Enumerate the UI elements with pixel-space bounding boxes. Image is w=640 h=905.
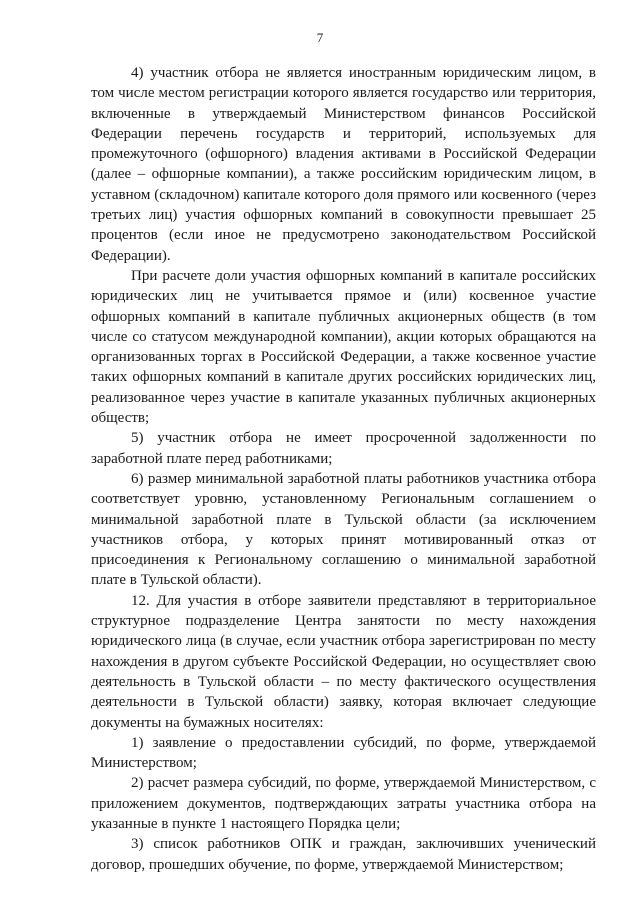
document-body: [91, 63, 596, 875]
paragraph-section-12-application: 12. Для участия в отборе заявители представляют в территориальное структурное подразделение Центра занятости по месту нахождения юридического лица (в случае, если участник отбора зарегистрирован по месту нахождения в другом субъекте Российской Федерации, но осуществляет свою деятельность в Тульской области – по месту фактического осуществления деятельности в Тульской области) заявку, которая включает следующие документы на бумажных носителях:: [91, 592, 596, 731]
paragraph-offshore-share-calculation: При расчете доли участия офшорных компаний в капитале российских юридических лиц не учитывается прямое и (или) косвенное участие офшорных компаний в капитале публичных акционерных обществ (в том числе со статусом международной компании), акции которых обращаются на организованных торгах в Российской Федерации, а также косвенное участие таких офшорных компаний в капитале других российских юридических лиц, реализованное через участие в капитале указанных публичных акционерных обществ;: [91, 267, 596, 427]
paragraph-item-4-offshore: 4) участник отбора не является иностранным юридическим лицом, в том числе местом регистрации которого является государство или территория, включенные в утверждаемый Министерством финансов Российской Федерации перечень государств и территорий, используемых для промежуточного (офшорного) владения активами в Российской Федерации (далее – офшорные компании), а также российским юридическим лицом, в уставном (складочном) капитале которого доля прямого или косвенного (через третьих лиц) участия офшорных компаний в совокупности превышает 25 процентов (если иное не предусмотрено законодательством Российской Федерации).: [91, 65, 596, 264]
paragraph-item-6-minimum-wage: 6) размер минимальной заработной платы работников участника отбора соответствует уровню, установленному Региональным соглашением о минимальной заработной плате в Тульской области (за исключением участников отбора, у которых принят мотивированный отказ от присоединения к Региональному соглашению о минимальной заработной плате в Тульской области).: [91, 470, 596, 589]
paragraph-doc-1-application: 1) заявление о предоставлении субсидий, по форме, утверждаемой Министерством;: [91, 734, 596, 772]
paragraph-item-5-wage-arrears: 5) участник отбора не имеет просроченной задолженности по заработной плате перед работниками;: [91, 430, 596, 467]
paragraph-doc-2-calculation: 2) расчет размера субсидий, по форме, утверждаемой Министерством, с приложением документов, подтверждающих затраты участника отбора на указанные в пункте 1 настоящего Порядка цели;: [91, 775, 596, 832]
paragraph-doc-3-employee-list: 3) список работников ОПК и граждан, заключивших ученический договор, прошедших обучение, по форме, утверждаемой Министерством;: [91, 836, 596, 873]
page-number: 7: [316, 30, 324, 45]
